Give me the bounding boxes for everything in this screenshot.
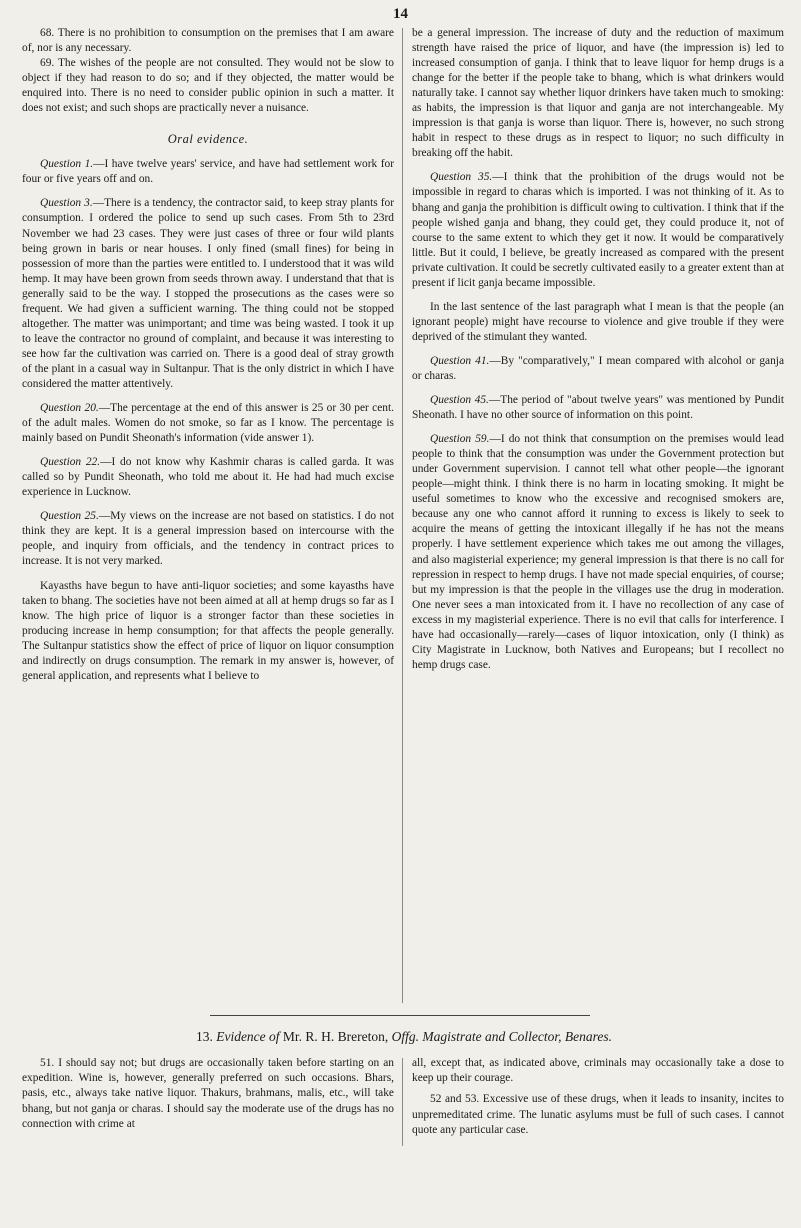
- question-35-text: —I think that the prohibition of the drugs would not be impossible in regard to charas which is imported. I was not thinking of it. As to bhang and ganja the prohibition is difficult owing to cultivation. I think that if the people wished ganja and bhang, they could get, they could produce it, not of course to the same extent to which they get it now. It would be comparatively little. But it could, I believe, be greatly increased as compared with the present private cultivation. It could be secretly cultivated easily to a greater extent than at present if licit ganja became impossible.: [412, 171, 785, 289]
- question-20-label: Question 20.: [40, 402, 99, 415]
- question-3-text: —There is a tendency, the contractor said, to keep stray plants for consumption. I ordered the police to send up such cases. From 5th to 23rd November we had 23 cases. They were just cases of three or four wild plants being grown in baris or near houses. I only fined (small fines) for being in possession of more than the parties were entitled to. I understood that it was wild hemp. It may have been grown from seeds thrown away. I understand that that is generally said to be the way. I stopped the prosecutions as the cases were so frequent. We had given a sufficient warning. The thing could not be stopped altogether. The matter was unimportant; and time was being wasted. I took it up to leave the contractor no ground of complaint, and because it was interesting to see how far the cultivation was carried on. There is a good deal of stray growth of the plant in a casual way in Sultanpur. That is the only district in which I have considered the matter attentively.: [22, 197, 395, 390]
- kayasths-paragraph: Kayasths have begun to have anti-liquor societies; and some kayasths have taken to bhang. The societies have not been aimed at all at hemp drugs so far as I know. The high price of liquor is a stronger factor than these societies in producing increase in hemp consumption; for that affects the people generally. The Sultanpur statistics show the effect of price of liquor on liquor consumption and indirectly on drugs consumption. The remark in my answer is, however, of general application, and represents what I believe to: [22, 579, 394, 682]
- section-13-divider: [402, 1058, 403, 1146]
- page-number: 14: [393, 6, 408, 22]
- last-sentence-paragraph: In the last sentence of the last paragraph what I mean is that the people (an ignorant people) might have recourse to violence and give trouble if they were deprived of the stimulant they wanted.: [412, 300, 784, 343]
- main-evidence: [22, 26, 784, 1011]
- question-25: [22, 509, 394, 569]
- question-41-text: —By "comparatively," I mean compared with alcohol or ganja or charas.: [412, 354, 785, 382]
- question-25-text: —My views on the increase are not based on statistics. I do not think they are kept. It is a general impression based on intercourse with the people, and inquiry from officials, and the tendency in contract prices to increase. It is not very marked.: [22, 510, 395, 568]
- column-divider: [402, 28, 403, 1003]
- question-45: [412, 393, 784, 423]
- witness-name: Mr. R. H. Brereton,: [282, 1029, 389, 1044]
- question-41-label: Question 41.: [430, 354, 490, 367]
- continued-paragraph: be a general impression. The increase of duty and the reduction of maximum strength have raised the price of liquor, and have (the impression is) led to increased consumption of ganja. I think that to leave liquor for hemp drugs is a change for the better if the people take to bhang, which is what drinkers would naturally take. I cannot say whether liquor drinkers have taken much to smoking: as habits, the impression is that liquor and ganja are not interchangeable. My impression is that ganja is worse than liquor. There is, however, no such strong habit in respect to these drugs as in respect to liquor; no such difficulty in breaking off the habit.: [412, 27, 784, 160]
- paragraph-51: 51. I should say not; but drugs are occasionally taken before starting on an expedition. Wine is, however, generally preferred on such occasions. Bhars, pasis, etc., always take native liquor. Thakurs, brahmans, malis, etc., will take bhang, but not ganja or charas. I should say the moderate use of the drugs has no connection with crime at: [22, 1057, 394, 1130]
- evidence-label: Evidence of: [216, 1029, 280, 1044]
- question-45-label: Question 45.: [430, 394, 489, 407]
- question-22-text: —I do not know why Kashmir charas is called garda. It was called so by Pundit Sheonath, who told me about it. He had had much excise experience in Lucknow.: [22, 456, 394, 499]
- question-1-label: Question 1.: [40, 158, 94, 171]
- question-22: [22, 455, 394, 500]
- question-59: [412, 432, 784, 673]
- question-1: [22, 157, 394, 187]
- left-column: [22, 26, 394, 1011]
- question-20: [22, 401, 394, 446]
- question-35: [412, 170, 784, 290]
- question-35-label: Question 35.: [430, 171, 493, 184]
- paragraph-68: 68. There is no prohibition to consumption on the premises that I am aware of, nor is any necessary.: [22, 27, 394, 55]
- question-41: [412, 354, 784, 384]
- question-25-label: Question 25.: [40, 510, 99, 523]
- question-59-text: —I do not think that consumption on the premises would lead people to think that the consumption was under the Government protection but under Government supervision. I cannot tell what other people—the ignorant people—might think. I think there is no harm in locating smoking. It might be useful sometimes to know who the excessive and recognised smokers are, because any one who cannot afford it running to excess is likely to seek to acquire the means of getting the intoxicant illegally if he has not the means properly. I have settlement experience which takes me out among the villages, and also magisterial experience; my general impression is that there is no call for repression in respect to hemp drugs. I have not made special enquiries, of course; but my impression is that the people in the villages use the drug in moderation. One never sees a man intoxicated from it. I have no recollection of any case of excess in my magisterial experience. There is no evil that calls for interference. I have had occasionally—rarely—cases of liquor intoxication, only (I think) as City Magistrate in Lucknow, both Natives and Europeans; but I recollect no hemp drugs case.: [412, 433, 784, 671]
- question-1-text: —I have twelve years' service, and have had settlement work for four or five years off and on.: [22, 158, 394, 186]
- oral-evidence-heading: Oral evidence.: [167, 132, 249, 147]
- section-13-body: [22, 1056, 784, 1138]
- section-13-heading: [24, 1028, 784, 1046]
- question-3: [22, 196, 394, 392]
- section-13-right-column: [412, 1056, 784, 1138]
- section-number: 13.: [195, 1029, 213, 1044]
- question-45-text: —The period of "about twelve years" was mentioned by Pundit Sheonath. I have no other source of information on this point.: [412, 394, 784, 422]
- paragraph-51-continued: all, except that, as indicated above, criminals may occasionally take a dose to keep up their courage.: [412, 1057, 784, 1085]
- section-13-left-column: [22, 1056, 394, 1138]
- paragraph-52-53: 52 and 53. Excessive use of these drugs, when it leads to insanity, incites to unpremeditated crime. The lunatic asylums must be full of such cases. I cannot quote any particular case.: [412, 1093, 784, 1136]
- question-22-label: Question 22.: [40, 456, 101, 469]
- right-column: [412, 26, 784, 1011]
- question-59-label: Question 59.: [430, 433, 490, 446]
- paragraph-69: 69. The wishes of the people are not consulted. They would not be slow to object if they had reason to do so; and if they objected, the matter would be enquired into. There is no need to consider public opinion in such a matter. It does not exist; and such shops are practically never a nuisance.: [22, 57, 394, 115]
- question-3-label: Question 3.: [40, 197, 93, 210]
- witness-title: Offg. Magistrate and Collector, Benares.: [391, 1029, 613, 1044]
- section-rule: [210, 1015, 590, 1016]
- question-20-text: —The percentage at the end of this answer is 25 or 30 per cent. of the adult males. Women do not smoke, so far as I know. The percentage is mainly based on Pundit Sheonath's information (vide answer 1).: [22, 402, 394, 445]
